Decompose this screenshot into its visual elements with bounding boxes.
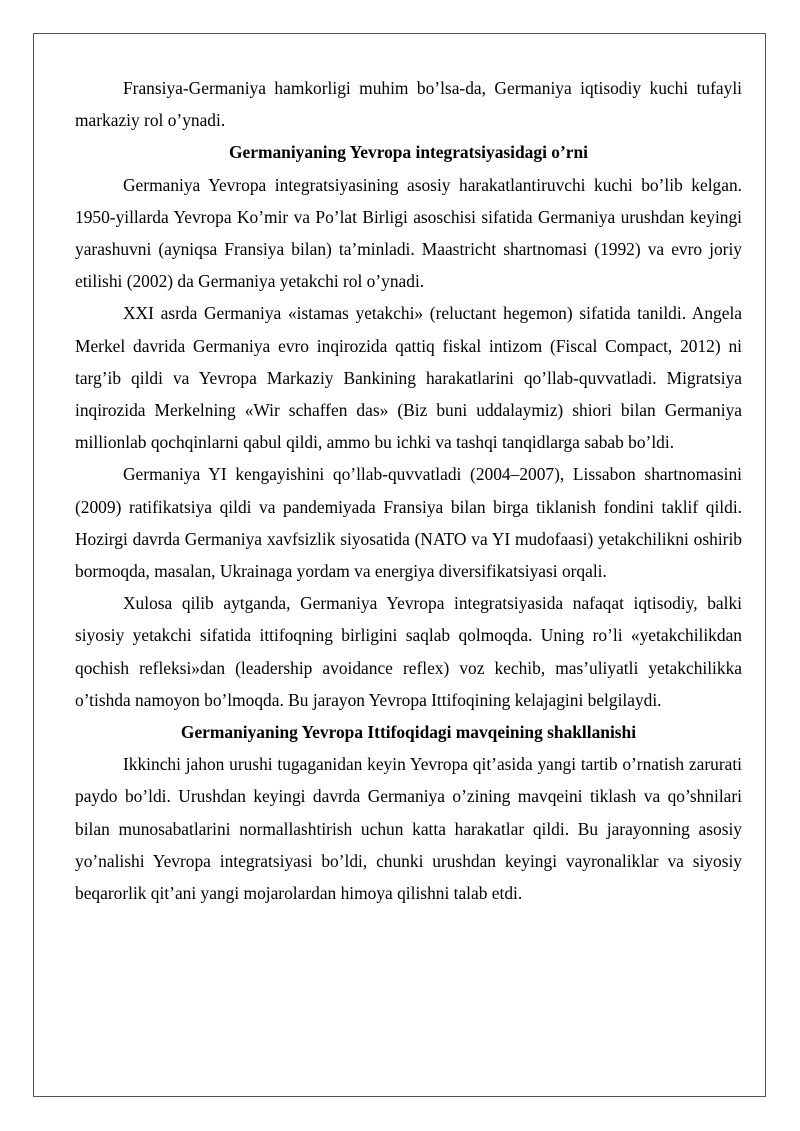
document-body: [75, 72, 742, 909]
section-heading-position-formation: Germaniyaning Yevropa Ittifoqidagi mavqeining shakllanishi: [180, 722, 637, 743]
paragraph-driving-force: Germaniya Yevropa integratsiyasining asosiy harakatlantiruvchi kuchi bo’lib kelgan. 1950-yillarda Yevropa Ko’mir va Po’lat Birligi asoschisi sifatida Germaniya urushdan keyingi yarashuvni (ayniqsa Fransiya bilan) ta’minladi. Maastricht shartnomasi (1992) va evro joriy etilishi (2002) da Germaniya yetakchi rol o’ynadi.: [75, 174, 742, 292]
paragraph-summary: Xulosa qilib aytganda, Germaniya Yevropa integratsiyasida nafaqat iqtisodiy, balki siyosiy yetakchi sifatida ittifoqning birligini saqlab qolmoqda. Uning ro’li «yetakchilikdan qochish refleksi»dan (leadership avoidance reflex) voz kechib, mas’uliyatli yetakchilikka o’tishda namoyon bo’lmoqda. Bu jarayon Yevropa Ittifoqining kelajagini belgilaydi.: [75, 593, 742, 710]
section-heading-integration-role: Germaniyaning Yevropa integratsiyasidagi o’rni: [229, 142, 588, 163]
paragraph-reluctant-hegemon: XXI asrda Germaniya «istamas yetakchi» (reluctant hegemon) sifatida tanildi. Angela Merkel davrida Germaniya evro inqirozida qattiq fiskal intizom (Fiscal Compact, 2012) ni targ’ib qildi va Yevropa Markaziy Bankining harakatlarini qo’llab-quvvatladi. Migratsiya inqirozida Merkelning «Wir schaffen das» (Biz buni uddalaymiz) shiori bilan Germaniya millionlab qochqinlarni qabul qildi, ammo bu ichki va tashqi tanqidlarga sabab bo’ldi.: [75, 303, 742, 453]
paragraph-postwar-order: Ikkinchi jahon urushi tugaganidan keyin Yevropa qit’asida yangi tartib o’rnatish zarurati paydo bo’ldi. Urushdan keyingi davrda Germaniya o’zining mavqeini tiklash va qo’shnilari bilan munosabatlarini normallashtirish uchun katta harakatlar qildi. Bu jarayonning asosiy yo’nalishi Yevropa integratsiyasi bo’ldi, chunki urushdan keyingi vayronaliklar va siyosiy beqarorlik qit’ani yangi mojarolardan himoya qilishni talab etdi.: [75, 754, 742, 904]
paragraph-intro-conclusion: Fransiya-Germaniya hamkorligi muhim bo’lsa-da, Germaniya iqtisodiy kuchi tufayli markaziy rol o’ynadi.: [75, 78, 742, 131]
paragraph-enlargement: Germaniya YI kengayishini qo’llab-quvvatladi (2004–2007), Lissabon shartnomasini (2009) ratifikatsiya qildi va pandemiyada Fransiya bilan birga tiklanish fondini taklif qildi. Hozirgi davrda Germaniya xavfsizlik siyosatida (NATO va YI mudofaasi) yetakchilikni oshirib bormoqda, masalan, Ukrainaga yordam va energiya diversifikatsiyasi orqali.: [75, 464, 742, 582]
